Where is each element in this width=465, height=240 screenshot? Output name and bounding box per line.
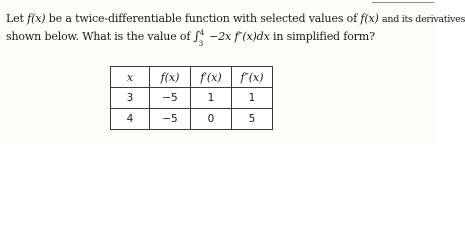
table-cell: −5 xyxy=(150,88,191,109)
table-header-row xyxy=(111,67,273,88)
integral-lower-limit: 3 xyxy=(198,40,204,48)
integral-sign: ∫ xyxy=(193,29,200,43)
column-header-f-double-prime: f″(x) xyxy=(232,67,273,88)
values-table xyxy=(110,66,273,130)
table-cell: 1 xyxy=(191,88,232,109)
table-cell: 1 xyxy=(232,88,273,109)
problem-text-segment: in simplified form? xyxy=(272,30,375,43)
table-cell: 3 xyxy=(111,88,150,109)
problem-text-segment: shown below. What is the value of xyxy=(6,30,191,43)
column-header-f: f(x) xyxy=(150,67,191,88)
column-header-f-prime: f′(x) xyxy=(191,67,232,88)
table-row xyxy=(111,88,273,109)
problem-line-1 xyxy=(6,10,465,28)
table-cell: 4 xyxy=(111,109,150,130)
integrand: −2x f″(x)dx xyxy=(209,30,270,43)
function-notation: f(x) xyxy=(27,12,46,25)
problem-text-segment: be a twice-differentiable function with selected values of xyxy=(48,12,358,25)
integral-limits xyxy=(198,29,206,48)
problem-text-segment: and its derivatives xyxy=(382,14,465,25)
problem-text xyxy=(6,10,465,48)
top-divider xyxy=(372,2,434,3)
function-notation: f(x) xyxy=(360,12,379,25)
table-cell: −5 xyxy=(150,109,191,130)
table-cell: 0 xyxy=(191,109,232,130)
problem-text-segment: Let xyxy=(6,12,24,25)
table-cell: 5 xyxy=(232,109,273,130)
column-header-x: x xyxy=(111,67,150,88)
integral-upper-limit: 4 xyxy=(199,29,205,37)
table-row xyxy=(111,109,273,130)
problem-line-2 xyxy=(6,28,434,48)
